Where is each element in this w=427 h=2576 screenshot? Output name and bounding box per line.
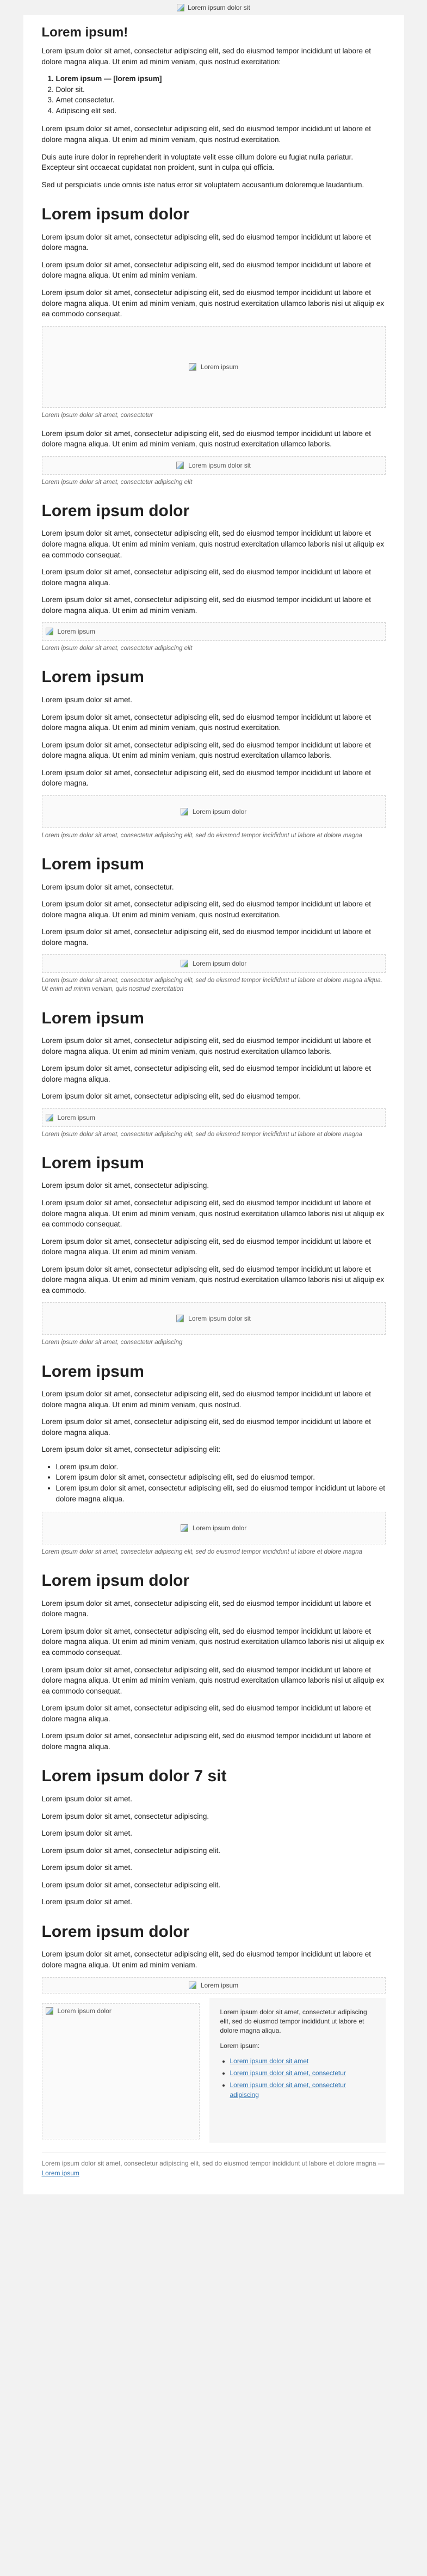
welcome-caption-1: Lorem ipsum dolor sit amet, consectetur	[41, 412, 153, 419]
content-goal: Lorem ipsum dolor sit amet, consectetur.	[41, 882, 174, 891]
intro-paragraph-3: Duis aute irure dolor in reprehenderit in voluptate velit esse cillum dolore eu fugiat nulla pariatur. Excepteur sint occaecat cupidatat non proident, sunt in culpa qui officia.	[41, 152, 354, 172]
image-icon	[181, 960, 188, 967]
image-icon	[176, 462, 184, 469]
welcome-image-1: Lorem ipsum	[42, 326, 386, 408]
transactional-goal: Lorem ipsum dolor sit amet, consectetur adipiscing elit, sed do eiusmod tempor incididunt ut labore et dolore magna aliqua. Ut enim ad minim veniam, quis nostrud exercitation ullamco laboris nisi ut aliquip ex ea commodo consequat.	[41, 529, 385, 559]
section-title-triggers: Lorem ipsum	[41, 1154, 144, 1172]
promo-paragraph: Lorem ipsum dolor sit amet, consectetur adipiscing elit, sed do eiusmod tempor incididunt ut labore et dolore magna aliqua. Ut enim ad minim veniam, quis nostrud exercitation ullamco laboris.	[41, 740, 372, 760]
section-title-transactional: Lorem ipsum dolor	[41, 501, 190, 520]
transactional-what: Lorem ipsum dolor sit amet, consectetur adipiscing elit, sed do eiusmod tempor incididunt ut labore et dolore magna aliqua. Ut enim ad minim veniam.	[41, 596, 372, 615]
summary-line: Lorem ipsum dolor sit amet, consectetur adipiscing elit.	[41, 1880, 221, 1889]
promo-caption: Lorem ipsum dolor sit amet, consectetur adipiscing elit, sed do eiusmod tempor incididunt ut labore et dolore magna	[41, 832, 362, 839]
section-title-reactivation: Lorem ipsum	[41, 1362, 144, 1381]
footer-note	[42, 2152, 386, 2178]
image-icon	[189, 1982, 196, 1989]
content-caption: Lorem ipsum dolor sit amet, consectetur adipiscing elit, sed do eiusmod tempor incididunt ut labore et dolore magna aliqua. Ut enim ad minim veniam, quis nostrud exercitation	[41, 977, 382, 993]
read-more-label: Lorem ipsum:	[220, 2041, 260, 2050]
read-more-links	[220, 2056, 375, 2100]
other-reputation: Lorem ipsum dolor sit amet, consectetur adipiscing elit, sed do eiusmod tempor incididunt ut labore et dolore magna aliqua. Ut enim ad minim veniam, quis nostrud exercitation ullamco laboris nisi ut aliquip ex ea commodo consequat.	[41, 1665, 385, 1695]
section-title-promo: Lorem ipsum	[41, 668, 144, 686]
summary-line: Lorem ipsum dolor sit amet.	[41, 1863, 133, 1872]
reactivation-when: Lorem ipsum dolor sit amet, consectetur adipiscing elit, sed do eiusmod tempor incididunt ut labore et dolore magna aliqua.	[41, 1418, 372, 1437]
triggers-image: Lorem ipsum dolor sit	[42, 1302, 386, 1335]
summary-line: Lorem ipsum dolor sit amet.	[41, 1829, 133, 1838]
digests-caption: Lorem ipsum dolor sit amet, consectetur adipiscing elit, sed do eiusmod tempor incididunt ut labore et dolore magna	[41, 1131, 362, 1138]
reactivation-image: Lorem ipsum dolor	[42, 1512, 386, 1544]
welcome-what: Lorem ipsum dolor sit amet, consectetur adipiscing elit, sed do eiusmod tempor incididunt ut labore et dolore magna aliqua. Ut enim ad minim veniam, quis nostrud exercitation ullamco laboris nisi ut aliquip ex ea commodo consequat.	[41, 288, 385, 318]
read-more-item	[230, 2056, 375, 2066]
tattoo-promo-block	[42, 1998, 386, 2143]
image-icon	[46, 2007, 53, 2015]
section-title-other: Lorem ipsum dolor	[41, 1572, 190, 1590]
intro-step: 1. Lorem ipsum — [lorem ipsum]	[56, 73, 386, 84]
read-more-item	[230, 2080, 375, 2100]
email-title: Lorem ipsum dolor sit	[188, 4, 250, 11]
intro-paragraph-2: Lorem ipsum dolor sit amet, consectetur adipiscing elit, sed do eiusmod tempor incididunt ut labore et dolore magna aliqua. Ut enim ad minim veniam, quis nostrud exercitation.	[41, 125, 372, 144]
summary-line: Lorem ipsum dolor sit amet.	[41, 1794, 133, 1803]
header-image-icon	[177, 4, 184, 11]
triggers-what: Lorem ipsum dolor sit amet, consectetur adipiscing elit, sed do eiusmod tempor incididunt ut labore et dolore magna aliqua. Ut enim ad minim veniam, quis nostrud exercitation ullamco laboris nisi ut aliquip ex ea commodo.	[41, 1265, 385, 1295]
intro-paragraph-4: Sed ut perspiciatis unde omnis iste natus error sit voluptatem accusantium doloremque laudantium.	[41, 180, 364, 189]
section-title-tattoo: Lorem ipsum dolor	[41, 1922, 190, 1941]
email-body	[23, 15, 404, 2194]
transactional-when: Lorem ipsum dolor sit amet, consectetur adipiscing elit, sed do eiusmod tempor incididunt ut labore et dolore magna aliqua.	[41, 568, 372, 587]
digests-what: Lorem ipsum dolor sit amet, consectetur adipiscing elit, sed do eiusmod tempor.	[41, 1092, 301, 1101]
welcome-image-2: Lorem ipsum dolor sit	[42, 456, 386, 475]
tattoo-image-2: Lorem ipsum dolor	[42, 2003, 200, 2139]
intro-paragraph-1: Lorem ipsum dolor sit amet, consectetur adipiscing elit, sed do eiusmod tempor incididunt ut labore et dolore magna aliqua. Ut enim ad minim veniam, quis nostrud exercitation:	[41, 47, 372, 66]
image-icon	[181, 1524, 188, 1532]
promo-what: Lorem ipsum dolor sit amet, consectetur adipiscing elit, sed do eiusmod tempor incididunt ut labore et dolore magna.	[41, 768, 372, 788]
image-icon	[181, 808, 188, 815]
reactivation-list-item: • Lorem ipsum dolor sit amet, consectetur adipiscing elit, sed do eiusmod tempor incididunt ut labore et dolore magna aliqua.	[56, 1483, 386, 1504]
footer-link[interactable]: Lorem ipsum	[41, 2169, 79, 2177]
triggers-goal: Lorem ipsum dolor sit amet, consectetur adipiscing.	[41, 1181, 209, 1190]
transactional-image: Lorem ipsum	[42, 622, 386, 641]
content-image: Lorem ipsum dolor	[42, 954, 386, 973]
section-title-digests: Lorem ipsum	[41, 1009, 144, 1027]
triggers-paragraph: Lorem ipsum dolor sit amet, consectetur adipiscing elit, sed do eiusmod tempor incididunt ut labore et dolore magna aliqua. Ut enim ad minim veniam.	[41, 1237, 372, 1256]
digests-image: Lorem ipsum	[42, 1108, 386, 1127]
intro-step: 3. Amet consectetur.	[56, 95, 386, 106]
section-title-summary: Lorem ipsum dolor 7 sit	[41, 1767, 227, 1786]
triggers-caption: Lorem ipsum dolor sit amet, consectetur adipiscing	[41, 1339, 183, 1346]
digests-when: Lorem ipsum dolor sit amet, consectetur adipiscing elit, sed do eiusmod tempor incididunt ut labore et dolore magna aliqua.	[41, 1064, 372, 1083]
content-what: Lorem ipsum dolor sit amet, consectetur adipiscing elit, sed do eiusmod tempor incididunt ut labore et dolore magna.	[41, 928, 372, 947]
section-title-content: Lorem ipsum	[41, 855, 144, 873]
tattoo-image-1: Lorem ipsum	[42, 1977, 386, 1994]
section-title-welcome: Lorem ipsum dolor	[41, 205, 190, 224]
reactivation-caption: Lorem ipsum dolor sit amet, consectetur adipiscing elit, sed do eiusmod tempor incididunt ut labore et dolore magna	[41, 1549, 362, 1556]
read-more-item	[230, 2068, 375, 2078]
image-icon	[176, 1315, 184, 1322]
reactivation-list-item: • Lorem ipsum dolor sit amet, consectetur adipiscing elit, sed do eiusmod tempor.	[56, 1472, 386, 1483]
reactivation-list-item: • Lorem ipsum dolor.	[56, 1462, 386, 1473]
promo-image: Lorem ipsum dolor	[42, 795, 386, 828]
promo-goal: Lorem ipsum dolor sit amet.	[41, 695, 133, 704]
read-more-link[interactable]: Lorem ipsum dolor sit amet, consectetur adipiscing	[230, 2081, 346, 2099]
read-more-text: Lorem ipsum dolor sit amet, consectetur adipiscing elit, sed do eiusmod tempor incididunt ut labore et dolore magna aliqua.	[220, 2008, 367, 2035]
read-more-link[interactable]: Lorem ipsum dolor sit amet, consectetur	[230, 2069, 346, 2077]
promo-when: Lorem ipsum dolor sit amet, consectetur adipiscing elit, sed do eiusmod tempor incididunt ut labore et dolore magna aliqua. Ut enim ad minim veniam, quis nostrud exercitation.	[41, 713, 372, 732]
image-icon	[189, 363, 196, 371]
tattoo-paragraph: Lorem ipsum dolor sit amet, consectetur adipiscing elit, sed do eiusmod tempor incididunt ut labore et dolore magna aliqua. Ut enim ad minim veniam.	[41, 1950, 372, 1969]
footer-text: Lorem ipsum dolor sit amet, consectetur adipiscing elit, sed do eiusmod tempor incididunt ut labore et dolore magna —	[41, 2159, 385, 2167]
other-paragraph-2: Lorem ipsum dolor sit amet, consectetur adipiscing elit, sed do eiusmod tempor incididunt ut labore et dolore magna aliqua.	[41, 1732, 372, 1751]
welcome-caption-2: Lorem ipsum dolor sit amet, consectetur adipiscing elit	[41, 479, 193, 486]
read-more-panel	[209, 1998, 386, 2143]
welcome-goal: Lorem ipsum dolor sit amet, consectetur adipiscing elit, sed do eiusmod tempor incididunt ut labore et dolore magna.	[41, 232, 372, 252]
reactivation-goal: Lorem ipsum dolor sit amet, consectetur adipiscing elit, sed do eiusmod tempor incididunt ut labore et dolore magna aliqua. Ut enim ad minim veniam, quis nostrud.	[41, 1390, 372, 1409]
triggers-when: Lorem ipsum dolor sit amet, consectetur adipiscing elit, sed do eiusmod tempor incididunt ut labore et dolore magna aliqua. Ut enim ad minim veniam, quis nostrud exercitation ullamco laboris nisi ut aliquip ex ea commodo consequat.	[41, 1198, 385, 1229]
other-congrats: Lorem ipsum dolor sit amet, consectetur adipiscing elit, sed do eiusmod tempor incididunt ut labore et dolore magna aliqua. Ut enim ad minim veniam, quis nostrud exercitation ullamco laboris nisi ut aliquip ex ea commodo consequat.	[41, 1627, 385, 1657]
reactivation-what: Lorem ipsum dolor sit amet, consectetur adipiscing elit:	[41, 1445, 221, 1454]
summary-line: Lorem ipsum dolor sit amet.	[41, 1898, 133, 1906]
image-icon	[46, 1114, 53, 1121]
greeting: Lorem ipsum!	[41, 25, 128, 40]
other-polls: Lorem ipsum dolor sit amet, consectetur adipiscing elit, sed do eiusmod tempor incididunt ut labore et dolore magna.	[41, 1599, 372, 1618]
email-header	[0, 0, 427, 15]
welcome-when: Lorem ipsum dolor sit amet, consectetur adipiscing elit, sed do eiusmod tempor incididunt ut labore et dolore magna aliqua. Ut enim ad minim veniam.	[41, 260, 372, 280]
summary-line: Lorem ipsum dolor sit amet, consectetur adipiscing.	[41, 1812, 209, 1820]
other-paragraph-1: Lorem ipsum dolor sit amet, consectetur adipiscing elit, sed do eiusmod tempor incididunt ut labore et dolore magna aliqua.	[41, 1704, 372, 1723]
intro-step: 4. Adipiscing elit sed.	[56, 106, 386, 116]
digests-goal: Lorem ipsum dolor sit amet, consectetur adipiscing elit, sed do eiusmod tempor incididunt ut labore et dolore magna aliqua. Ut enim ad minim veniam, quis nostrud exercitation ullamco laboris.	[41, 1036, 372, 1056]
reactivation-list	[42, 1462, 386, 1504]
intro-steps-list	[42, 73, 386, 116]
welcome-paragraph: Lorem ipsum dolor sit amet, consectetur adipiscing elit, sed do eiusmod tempor incididunt ut labore et dolore magna aliqua. Ut enim ad minim veniam, quis nostrud exercitation ullamco laboris.	[41, 429, 372, 449]
content-when: Lorem ipsum dolor sit amet, consectetur adipiscing elit, sed do eiusmod tempor incididunt ut labore et dolore magna aliqua. Ut enim ad minim veniam, quis nostrud exercitation.	[41, 900, 372, 919]
transactional-caption: Lorem ipsum dolor sit amet, consectetur adipiscing elit	[41, 645, 193, 652]
image-icon	[46, 628, 53, 635]
intro-step: 2. Dolor sit.	[56, 84, 386, 95]
read-more-link[interactable]: Lorem ipsum dolor sit amet	[230, 2057, 309, 2065]
summary-line: Lorem ipsum dolor sit amet, consectetur adipiscing elit.	[41, 1846, 221, 1855]
